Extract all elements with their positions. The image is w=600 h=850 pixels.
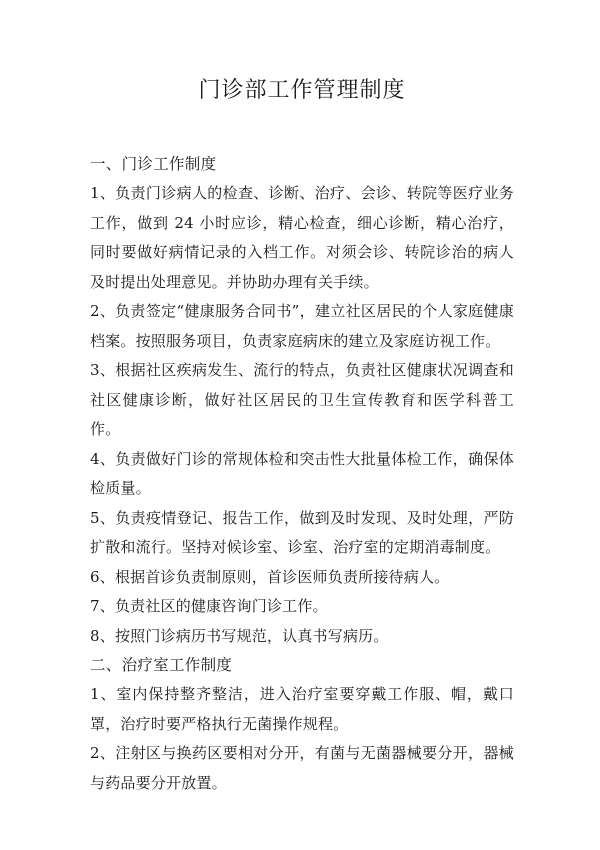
section-treatment-room-rules — [90, 651, 514, 798]
document-title: 门诊部工作管理制度 — [198, 78, 406, 103]
paragraph: 2、注射区与换药区要相对分开，有菌与无菌器械要分开，器械与药品要分开放置。 — [90, 744, 514, 792]
paragraph: 8、按照门诊病历书写规范，认真书写病历。 — [90, 626, 389, 645]
paragraph: 3、根据社区疾病发生、流行的特点，负责社区健康状况调查和社区健康诊断，做好社区居民的卫生宣传教育和医学科普工作。 — [90, 361, 514, 438]
section-outpatient-rules — [90, 150, 514, 651]
paragraph: 6、根据首诊负责制原则，首诊医师负责所接待病人。 — [90, 567, 450, 586]
paragraph: 7、负责社区的健康咨询门诊工作。 — [90, 597, 328, 615]
paragraph: 2、负责签定“健康服务合同书”，建立社区居民的个人家庭健康档案。按照服务项目，负责家庭病床的建立及家庭访视工作。 — [90, 302, 514, 350]
paragraph: 1、室内保持整齐整洁，进入治疗室要穿戴工作服、帽，戴口罩，治疗时要严格执行无菌操作规程。 — [90, 685, 514, 733]
paragraph: 4、负责做好门诊的常规体检和突击性大批量体检工作，确保体检质量。 — [90, 449, 514, 497]
section-heading: 二、治疗室工作制度 — [90, 656, 233, 674]
paragraph: 5、负责疫情登记、报告工作，做到及时发现、及时处理，严防扩散和流行。坚持对候诊室、诊室、治疗室的定期消毒制度。 — [90, 508, 514, 556]
paragraph: 1、负责门诊病人的检查、诊断、治疗、会诊、转院等医疗业务工作，做到 24 小时应诊，精心检查，细心诊断，精心治疗，同时要做好病情记录的入档工作。对须会诊、转院诊治的病人及时提出处理意见。并协助办理有关手续。 — [90, 184, 514, 291]
section-heading: 一、门诊工作制度 — [90, 155, 217, 173]
